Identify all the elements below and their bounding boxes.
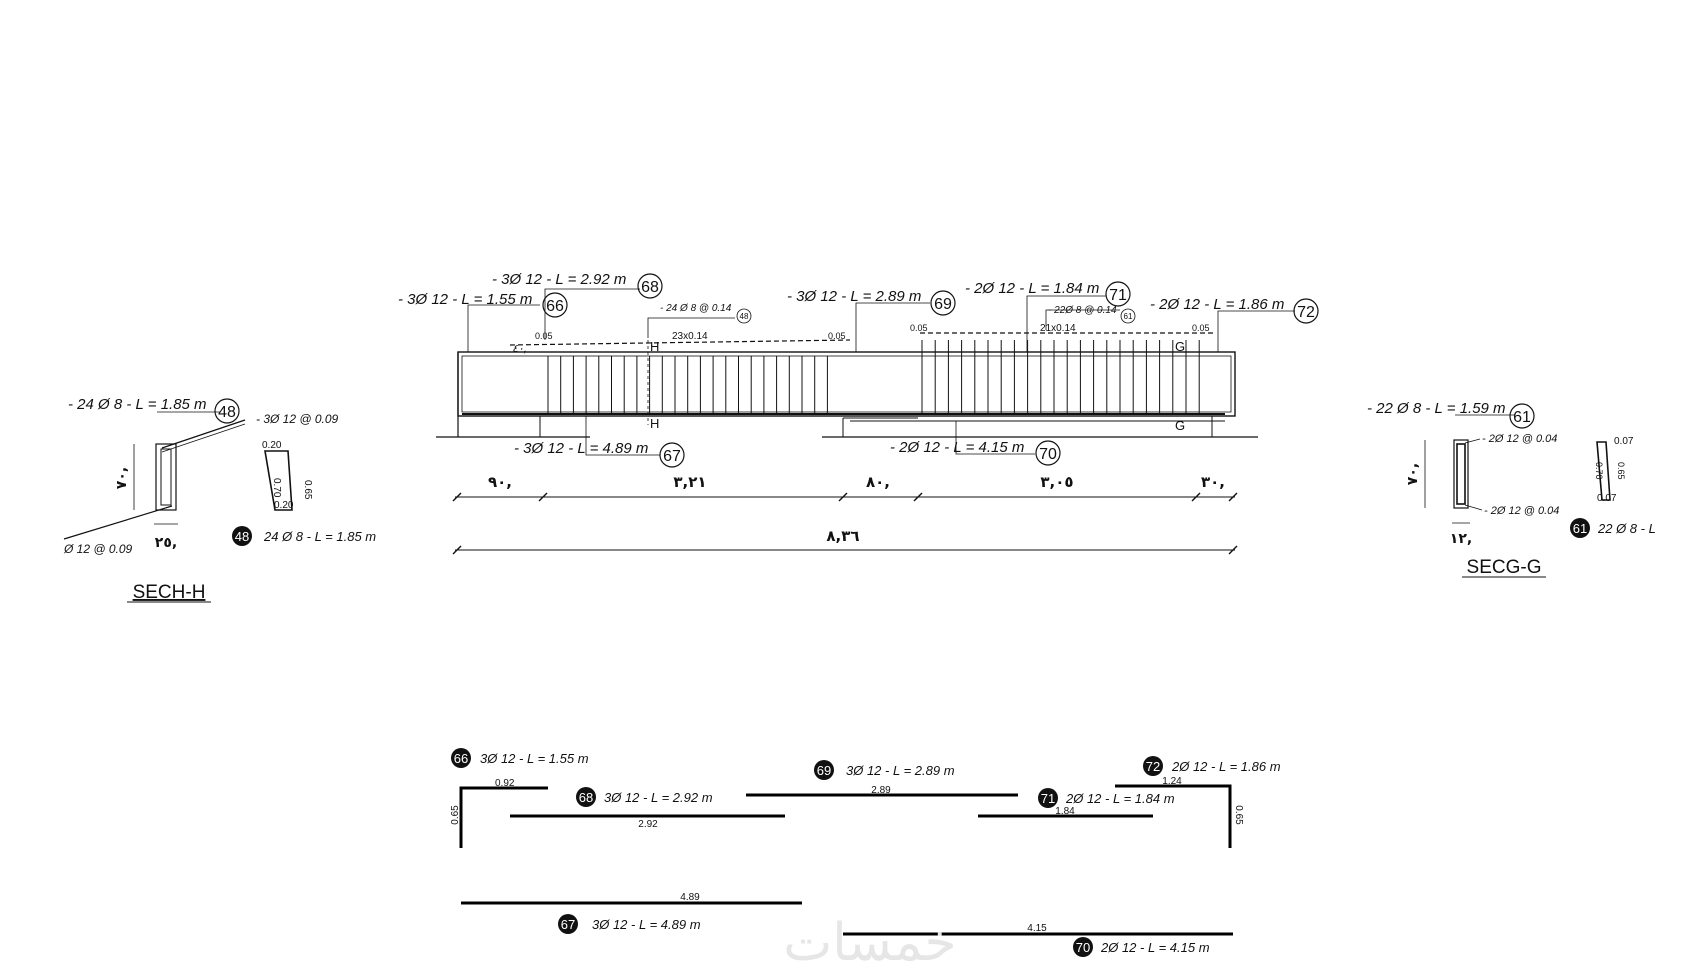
beam-outline bbox=[458, 352, 1235, 416]
secg-top-bars: - 2Ø 12 @ 0.04 bbox=[1482, 433, 1558, 445]
dimension-chain bbox=[453, 473, 1237, 554]
secg-width: ١٢, bbox=[1449, 531, 1473, 547]
mark-67: 67 bbox=[663, 448, 681, 465]
sech-top-leader-2 bbox=[162, 424, 245, 452]
sech-stirrup-callout: - 24 Ø 8 - L = 1.85 m bbox=[68, 396, 207, 413]
mark-48: 48 bbox=[739, 312, 749, 321]
cut-g-top: G bbox=[1175, 339, 1186, 354]
sch-68-mark: 68 bbox=[578, 790, 594, 805]
end-spacing-2: 0.05 bbox=[828, 331, 846, 341]
secg-shape-right: 0.65 bbox=[1616, 462, 1626, 480]
sch-71-mark: 71 bbox=[1040, 791, 1056, 806]
sch-67-mark: 67 bbox=[560, 917, 576, 932]
sch-69-mark: 69 bbox=[816, 763, 832, 778]
sech-outline bbox=[156, 444, 176, 510]
mark-68: 68 bbox=[641, 279, 659, 296]
sech-shape-left: 0.70 bbox=[271, 478, 282, 498]
sech-stirrup bbox=[161, 449, 171, 505]
end-spacing-4: 0.05 bbox=[1192, 323, 1210, 333]
mark-71: 71 bbox=[1109, 287, 1127, 304]
cut-g-bottom: G bbox=[1175, 418, 1186, 433]
sch-72-len-b: 0.65 bbox=[1233, 805, 1244, 825]
callout-69: - 3Ø 12 - L = 2.89 m bbox=[787, 288, 922, 305]
cut-h-bottom: H bbox=[650, 416, 660, 431]
dim-1: ٩٠, bbox=[487, 473, 513, 491]
secg-stirrup bbox=[1457, 444, 1465, 504]
secg-shape-top: 0.07 bbox=[1614, 436, 1634, 447]
secg-legend-mark: 61 bbox=[1572, 521, 1588, 536]
sch-72-text: 2Ø 12 - L = 1.86 m bbox=[1172, 759, 1281, 774]
dim-2: ٣,٢١ bbox=[673, 473, 707, 491]
mark-70: 70 bbox=[1039, 446, 1057, 463]
sch-70-text: 2Ø 12 - L = 4.15 m bbox=[1101, 940, 1210, 955]
callout-67: - 3Ø 12 - L = 4.89 m bbox=[514, 440, 649, 457]
sech-legend: 24 Ø 8 - L = 1.85 m bbox=[264, 529, 377, 544]
sch-66-bar bbox=[461, 788, 548, 848]
dim-5: ٣٠, bbox=[1200, 473, 1226, 491]
sech-mark: 48 bbox=[218, 404, 236, 421]
callout-72: - 2Ø 12 - L = 1.86 m bbox=[1150, 296, 1285, 313]
callout-71: - 2Ø 12 - L = 1.84 m bbox=[965, 280, 1100, 297]
secg-outline bbox=[1454, 440, 1468, 508]
secg-height: ٧٠, bbox=[1405, 462, 1421, 486]
sech-height: ٧٠, bbox=[114, 466, 130, 490]
sech-bottom-bars: Ø 12 @ 0.09 bbox=[64, 542, 133, 556]
dim-4: ٣,٠٥ bbox=[1040, 473, 1074, 491]
end-spacing-1: 0.05 bbox=[535, 331, 553, 341]
sech-top-bars: - 3Ø 12 @ 0.09 bbox=[256, 412, 339, 426]
sch-69-text: 3Ø 12 - L = 2.89 m bbox=[846, 763, 955, 778]
stirrups-right bbox=[922, 340, 1199, 414]
sech-width: ٢٥, bbox=[154, 535, 178, 551]
sch-66-text: 3Ø 12 - L = 1.55 m bbox=[480, 751, 589, 766]
stirrup-callout-61: - 22Ø 8 @ 0.14 bbox=[1048, 305, 1117, 316]
sech-legend-mark: 48 bbox=[234, 529, 250, 544]
sech-title: SECH-H bbox=[132, 582, 206, 603]
stirrup-spacing-left: 23x0.14 bbox=[672, 331, 708, 342]
section-g bbox=[1367, 400, 1656, 578]
mark-69: 69 bbox=[934, 296, 952, 313]
stirrup-spacing-right: 21x0.14 bbox=[1040, 323, 1076, 334]
sch-66-mark: 66 bbox=[453, 751, 469, 766]
callout-68: - 3Ø 12 - L = 2.92 m bbox=[492, 271, 627, 288]
sech-shape-top: 0.20 bbox=[262, 440, 282, 451]
sech-shape-bottom: 0.20 bbox=[274, 500, 294, 511]
leader-72 bbox=[1218, 311, 1295, 352]
secg-bottom-bars: - 2Ø 12 @ 0.04 bbox=[1484, 505, 1560, 517]
mark-66: 66 bbox=[546, 298, 564, 315]
sch-67-text: 3Ø 12 - L = 4.89 m bbox=[592, 917, 701, 932]
beam-inner-outline bbox=[462, 356, 1231, 412]
sch-67-len: 4.89 bbox=[680, 892, 700, 903]
sch-70-mark: 70 bbox=[1075, 940, 1091, 955]
secg-stirrup-callout: - 22 Ø 8 - L = 1.59 m bbox=[1367, 400, 1506, 417]
watermark: خمسات bbox=[783, 913, 957, 970]
secg-shape-bottom: 0.07 bbox=[1597, 493, 1617, 504]
secg-shape-left: 0.70 bbox=[1594, 462, 1604, 480]
sch-68-text: 3Ø 12 - L = 2.92 m bbox=[604, 790, 713, 805]
sch-66-len-a: 0.92 bbox=[495, 778, 515, 789]
secg-legend: 22 Ø 8 - L bbox=[1598, 521, 1656, 536]
sch-72-len-a: 1.24 bbox=[1162, 776, 1182, 787]
secg-title: SECG-G bbox=[1466, 557, 1542, 578]
sch-72-mark: 72 bbox=[1145, 759, 1161, 774]
sch-71-len: 1.84 bbox=[1055, 806, 1075, 817]
sch-69-len: 2.89 bbox=[871, 785, 891, 796]
beam-elevation bbox=[398, 271, 1318, 467]
callout-66: - 3Ø 12 - L = 1.55 m bbox=[398, 291, 533, 308]
sch-66-len-b: 0.65 bbox=[450, 805, 461, 825]
sch-70-len: 4.15 bbox=[1027, 923, 1047, 934]
section-h bbox=[63, 396, 376, 603]
dim-3: ٨٠, bbox=[865, 473, 891, 491]
stirrup-callout-48: - 24 Ø 8 @ 0.14 bbox=[660, 303, 732, 314]
sech-top-leader bbox=[162, 420, 245, 448]
callout-70: - 2Ø 12 - L = 4.15 m bbox=[890, 439, 1025, 456]
secg-mark: 61 bbox=[1513, 409, 1531, 426]
cut-h-top: H bbox=[650, 339, 660, 354]
dim-total: ٨,٣٦ bbox=[826, 527, 860, 545]
end-spacing-3: 0.05 bbox=[910, 323, 928, 333]
mark-61: 61 bbox=[1123, 312, 1133, 321]
sech-shape-right: 0.65 bbox=[302, 480, 313, 500]
sch-68-len: 2.92 bbox=[638, 819, 658, 830]
small-top-note: ٤٠, bbox=[512, 343, 527, 355]
stirrups-left bbox=[548, 356, 827, 414]
mark-72: 72 bbox=[1297, 304, 1315, 321]
sch-71-text: 2Ø 12 - L = 1.84 m bbox=[1066, 791, 1175, 806]
